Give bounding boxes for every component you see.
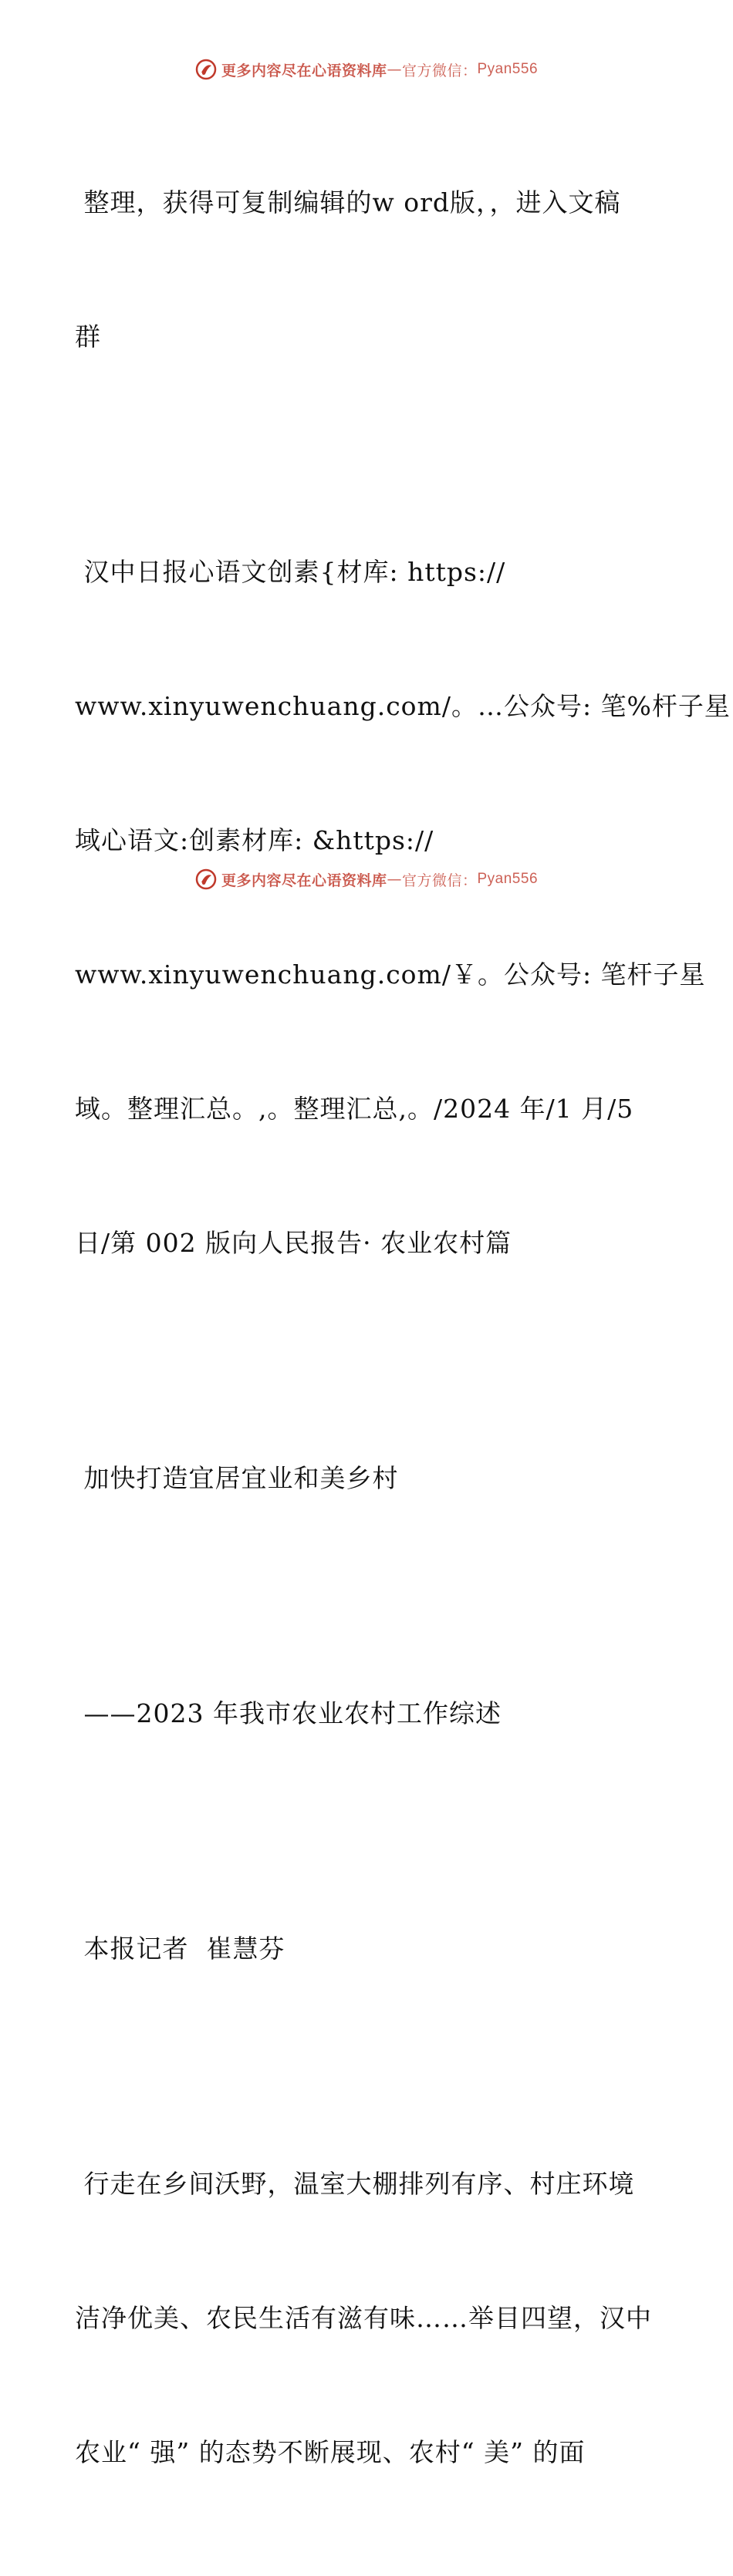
watermark-sub: 官方微信： bbox=[401, 62, 478, 79]
text-line: www.xinyuwenchuang.com/。…公众号: 笔%杆子星 bbox=[75, 691, 731, 721]
watermark-main: 更多内容尽在心语资料库 bbox=[221, 872, 387, 889]
paragraph-source bbox=[75, 460, 731, 1355]
watermark-main: 更多内容尽在心语资料库 bbox=[221, 62, 387, 79]
text-line: 日/第 002 版向人民报告· 农业农村篇 bbox=[75, 1228, 512, 1258]
text-line: 汉中日报心语文创素{材库: https:// bbox=[75, 557, 506, 587]
text-line: 农业“ 强” 的态势不断展现、农村“ 美” 的面 bbox=[75, 2437, 586, 2467]
text-line: 本报记者 崔慧芬 bbox=[75, 1934, 285, 1964]
text-line: 群 bbox=[75, 322, 101, 352]
text-line: 洁净优美、农民生活有滋有味……举目四望，汉中 bbox=[75, 2303, 652, 2333]
article-title bbox=[75, 1367, 661, 1590]
header-watermark bbox=[0, 56, 733, 83]
text-line: www.xinyuwenchuang.com/￥。公众号: 笔杆子星 bbox=[75, 959, 706, 990]
text-line: 域。整理汇总。,。整理汇总,。/2024 年/1 月/5 bbox=[75, 1094, 634, 1124]
watermark-id: Pyan556 bbox=[477, 61, 539, 77]
text-line: ——2023 年我市农业农村工作综述 bbox=[75, 1698, 502, 1728]
article-byline bbox=[75, 1837, 661, 2061]
watermark-sub: 官方微信： bbox=[401, 872, 478, 889]
article-subtitle bbox=[75, 1602, 661, 1826]
text-line: 行走在乡间沃野，温室大棚排列有序、村庄环境 bbox=[75, 2169, 635, 2199]
watermark-dash: — bbox=[387, 871, 402, 888]
paragraph-intro bbox=[75, 91, 661, 449]
text-line: 域心语文:创素材库: &https:// bbox=[75, 825, 434, 855]
text-line: 整理，获得可复制编辑的w ord版，，进入文稿 bbox=[75, 187, 621, 217]
watermark-id: Pyan556 bbox=[477, 871, 539, 887]
logo-icon bbox=[195, 868, 217, 890]
logo-icon bbox=[195, 59, 217, 80]
paragraph-body bbox=[75, 2072, 661, 2564]
footer-watermark bbox=[0, 865, 733, 893]
document-body bbox=[75, 91, 731, 2576]
watermark-dash: — bbox=[387, 61, 402, 78]
text-line: 加快打造宜居宜业和美乡村 bbox=[75, 1463, 399, 1493]
